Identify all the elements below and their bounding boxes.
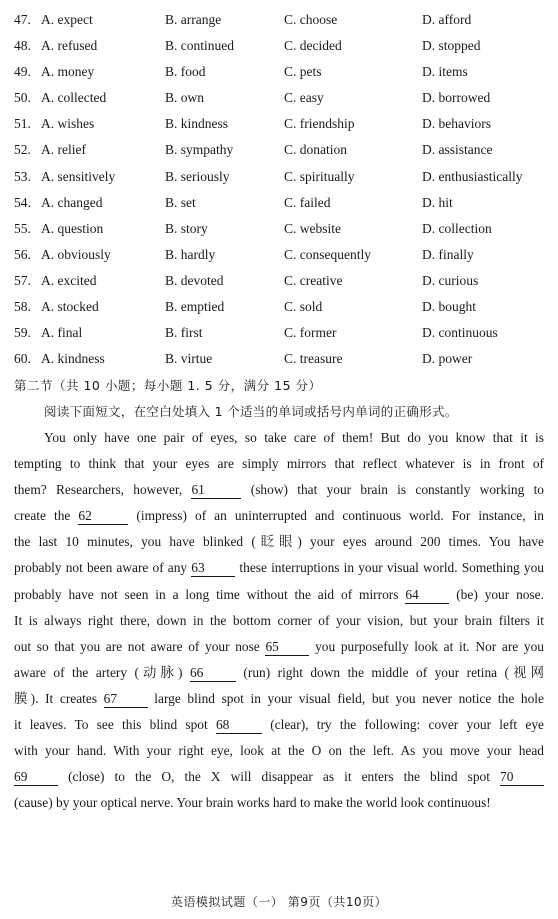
option-d[interactable]: D. bought <box>422 299 476 315</box>
passage-line <box>14 504 544 530</box>
question-number: 51. <box>14 116 31 132</box>
passage-text: (impress) of an uninterrupted and continuous world. For instance, in <box>136 508 545 524</box>
option-c[interactable]: C. website <box>284 220 341 236</box>
option-b[interactable]: B. devoted <box>165 272 224 288</box>
option-a[interactable]: A. changed <box>41 194 103 210</box>
passage-text: it leaves. To see this blind spot <box>14 717 208 733</box>
option-b[interactable]: B. set <box>165 194 196 210</box>
blank-69[interactable]: 69 <box>14 769 58 786</box>
option-b[interactable]: B. emptied <box>165 299 225 315</box>
question-number: 49. <box>14 64 31 80</box>
question-row <box>14 270 554 296</box>
option-b[interactable]: B. continued <box>165 38 234 54</box>
option-a[interactable]: A. question <box>41 220 104 236</box>
option-a[interactable]: A. expect <box>41 12 93 27</box>
blank-61[interactable]: 61 <box>191 482 241 499</box>
passage-line <box>14 739 544 765</box>
passage-text: (show) that your brain is constantly working to <box>250 482 544 498</box>
passage-text: It is always right there, down in the bottom corner of your vision, but your brain filters it <box>14 612 544 628</box>
passage-text: with your hand. With your right eye, look at the O on the left. As you move your head <box>14 743 544 759</box>
option-b[interactable]: B. story <box>165 220 208 236</box>
passage-line <box>14 609 544 635</box>
question-number: 55. <box>14 220 31 236</box>
option-c[interactable]: C. failed <box>284 194 331 210</box>
passage-text: (be) your nose. <box>456 586 544 602</box>
blank-68[interactable]: 68 <box>216 717 262 734</box>
question-number: 53. <box>14 168 31 184</box>
option-b[interactable]: B. first <box>165 325 203 341</box>
passage-text: out so that you are not aware of your nose <box>14 638 260 654</box>
option-a[interactable]: A. collected <box>41 90 107 106</box>
question-number: 60. <box>14 351 31 367</box>
question-row <box>14 113 554 139</box>
passage-line <box>14 583 544 609</box>
option-d[interactable]: D. power <box>422 351 473 367</box>
passage <box>14 426 544 817</box>
option-a[interactable]: A. obviously <box>41 246 111 262</box>
option-d[interactable]: D. borrowed <box>422 90 491 106</box>
option-b[interactable]: B. virtue <box>165 351 213 367</box>
passage-text: you purposefully look at it. Nor are you <box>315 638 544 654</box>
passage-line <box>14 478 544 504</box>
option-b[interactable]: B. seriously <box>165 168 230 184</box>
question-row <box>14 35 554 61</box>
multiple-choice-list <box>14 9 554 374</box>
passage-line <box>14 713 544 739</box>
passage-line <box>14 765 544 791</box>
option-d[interactable]: D. afford <box>422 12 472 27</box>
passage-line <box>14 530 544 556</box>
option-a[interactable]: A. final <box>41 325 83 341</box>
passage-line <box>14 556 544 582</box>
passage-line <box>14 426 544 452</box>
option-d[interactable]: D. curious <box>422 272 479 288</box>
section-instruction: 阅读下面短文，在空白处填入 1 个适当的单词或括号内单词的正确形式。 <box>44 404 458 419</box>
question-number: 52. <box>14 142 31 158</box>
blank-66[interactable]: 66 <box>190 665 236 682</box>
option-b[interactable]: B. hardly <box>165 246 216 262</box>
question-number: 58. <box>14 299 31 315</box>
option-a[interactable]: A. relief <box>41 142 86 158</box>
option-a[interactable]: A. sensitively <box>41 168 116 184</box>
option-c[interactable]: C. sold <box>284 299 323 315</box>
option-a[interactable]: A. money <box>41 64 95 80</box>
option-c[interactable]: C. pets <box>284 64 322 80</box>
option-a[interactable]: A. stocked <box>41 299 99 315</box>
passage-text: them? Researchers, however, <box>14 482 183 498</box>
question-row <box>14 348 554 374</box>
option-b[interactable]: B. sympathy <box>165 142 234 158</box>
blank-65[interactable]: 65 <box>265 639 309 656</box>
blank-67[interactable]: 67 <box>104 691 148 708</box>
passage-text: the last 10 minutes, you have blinked (眨眼) your eyes around 200 times. You have <box>14 534 544 550</box>
passage-text: tempting to think that your eyes are simply mirrors that reflect whatever is in front of <box>14 456 544 472</box>
option-d[interactable]: D. assistance <box>422 142 493 158</box>
option-d[interactable]: D. enthusiastically <box>422 168 523 184</box>
passage-line <box>14 635 544 661</box>
question-number: 57. <box>14 272 31 288</box>
question-row <box>14 218 554 244</box>
option-c[interactable]: C. choose <box>284 12 338 27</box>
passage-text: You only have one pair of eyes, so take care of them! But do you know that it is <box>44 430 544 445</box>
passage-text: (cause) by your optical nerve. Your brain works hard to make the world look continuous! <box>14 795 491 811</box>
option-d[interactable]: D. finally <box>422 246 474 262</box>
option-c[interactable]: C. treasure <box>284 351 343 367</box>
option-a[interactable]: A. refused <box>41 38 98 54</box>
passage-line <box>14 687 544 713</box>
question-number: 48. <box>14 38 31 54</box>
passage-text: these interruptions in your visual world. Something you <box>239 560 544 576</box>
option-b[interactable]: B. food <box>165 64 206 80</box>
question-number: 50. <box>14 90 31 106</box>
option-c[interactable]: C. easy <box>284 90 324 106</box>
option-d[interactable]: D. behaviors <box>422 116 491 132</box>
passage-text: 膜). It creates <box>14 690 98 706</box>
option-d[interactable]: D. continuous <box>422 325 498 341</box>
passage-text: (run) right down the middle of your retina (视网 <box>243 664 544 680</box>
question-row <box>14 296 554 322</box>
question-row <box>14 244 554 270</box>
option-d[interactable]: D. items <box>422 64 468 80</box>
blank-64[interactable]: 64 <box>405 587 449 604</box>
option-a[interactable]: A. excited <box>41 272 97 288</box>
option-d[interactable]: D. hit <box>422 194 453 210</box>
question-row <box>14 322 554 348</box>
passage-line <box>14 791 544 817</box>
blank-63[interactable]: 63 <box>191 560 235 577</box>
option-b[interactable]: B. own <box>165 90 205 106</box>
passage-text: (close) to the O, the X will disappear as it enters the blind spot <box>68 769 490 785</box>
passage-text: create the <box>14 508 71 524</box>
question-row <box>14 87 554 113</box>
option-c[interactable]: C. friendship <box>284 116 355 132</box>
question-number: 59. <box>14 325 31 341</box>
passage-text: probably not been aware of any <box>14 560 188 576</box>
option-c[interactable]: C. consequently <box>284 246 371 262</box>
option-a[interactable]: A. kindness <box>41 351 105 367</box>
option-a[interactable]: A. wishes <box>41 116 95 132</box>
page-footer: 英语模拟试题（一） 第9页（共10页） <box>170 895 388 909</box>
section-title: 第二节（共 10 小题；每小题 1. 5 分，满分 15 分） <box>14 378 322 393</box>
question-row <box>14 192 554 218</box>
option-c[interactable]: C. spiritually <box>284 168 355 184</box>
option-b[interactable]: B. kindness <box>165 116 229 132</box>
question-row <box>14 61 554 87</box>
passage-text: (clear), try the following: cover your left eye <box>270 717 544 733</box>
question-number: 47. <box>14 12 31 27</box>
option-c[interactable]: C. donation <box>284 142 347 158</box>
question-row <box>14 139 554 165</box>
option-b[interactable]: B. arrange <box>165 12 222 27</box>
option-c[interactable]: C. creative <box>284 272 343 288</box>
passage-line <box>14 452 544 478</box>
passage-text: aware of the artery (动脉) <box>14 664 183 680</box>
question-row <box>14 166 554 192</box>
question-number: 56. <box>14 246 31 262</box>
passage-text: probably have not seen in a long time without the aid of mirrors <box>14 586 399 602</box>
option-d[interactable]: D. stopped <box>422 38 481 54</box>
passage-line <box>14 661 544 687</box>
blank-70[interactable]: 70 <box>500 769 544 786</box>
passage-text: large blind spot in your visual field, but you never notice the hole <box>154 690 544 706</box>
option-d[interactable]: D. collection <box>422 220 492 236</box>
blank-62[interactable]: 62 <box>78 508 128 525</box>
option-c[interactable]: C. decided <box>284 38 342 54</box>
question-row <box>14 9 554 35</box>
option-c[interactable]: C. former <box>284 325 337 341</box>
question-number: 54. <box>14 194 31 210</box>
